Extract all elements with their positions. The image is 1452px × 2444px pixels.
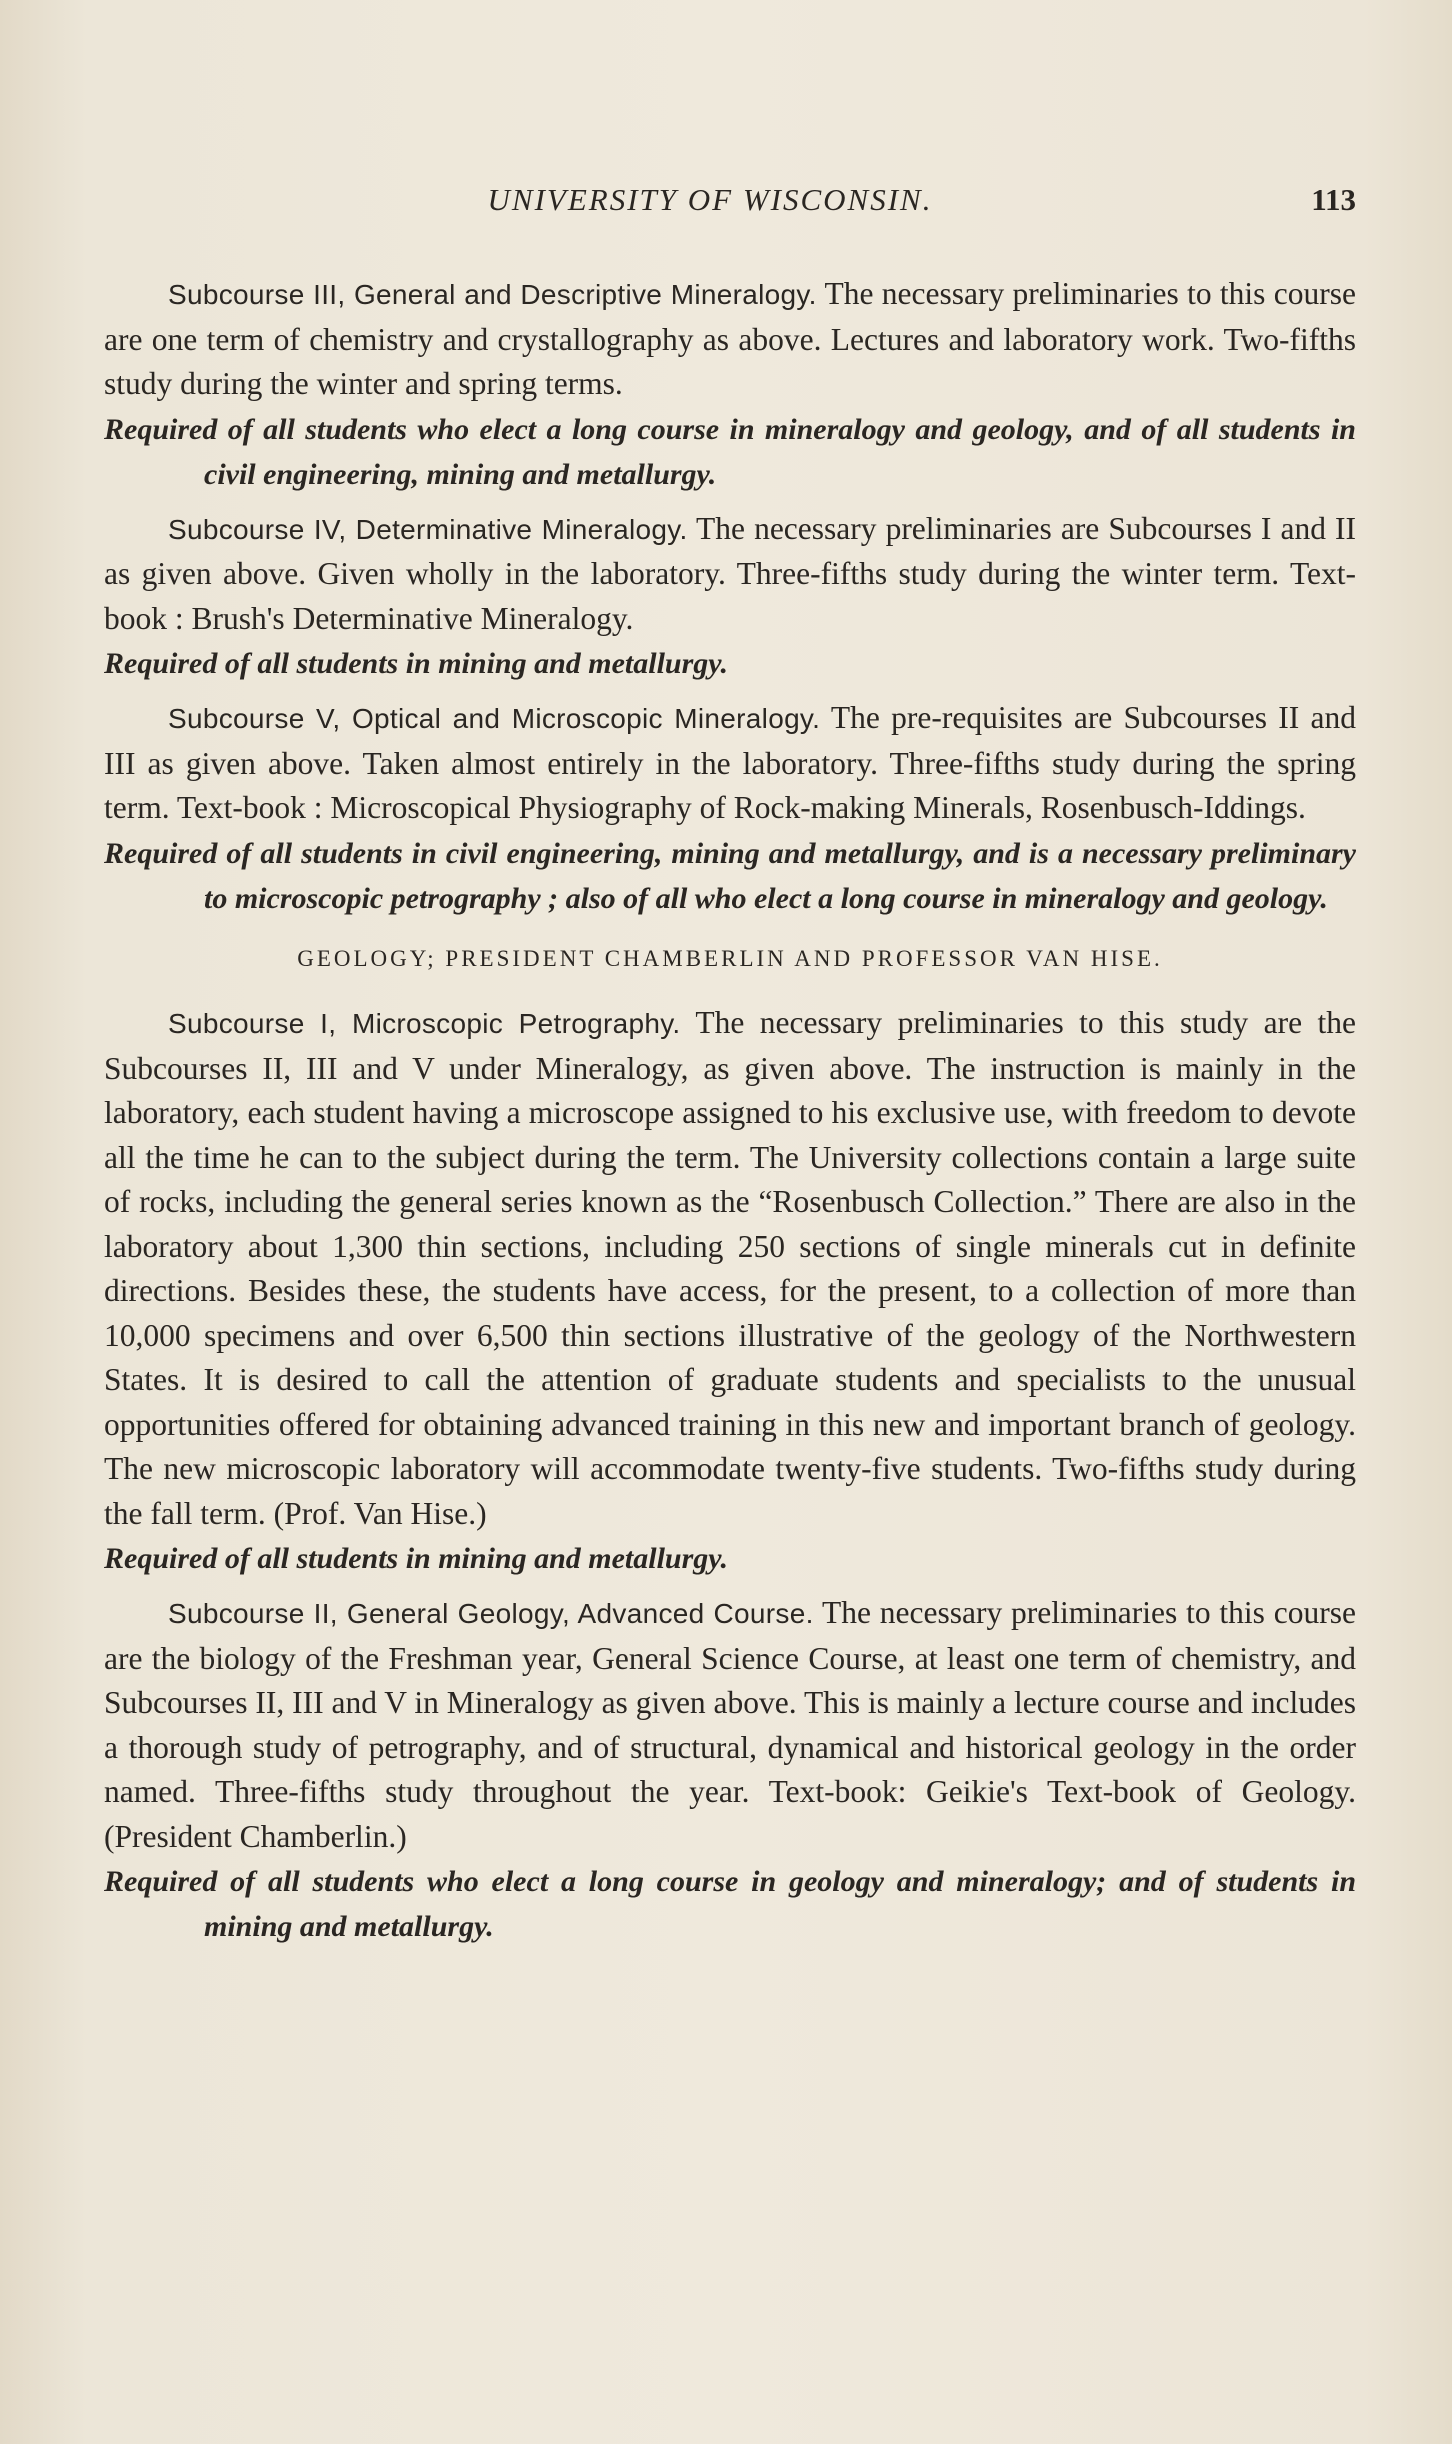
- paragraph-subcourse-v: [104, 696, 1356, 831]
- running-title: UNIVERSITY OF WISCONSIN.: [487, 182, 933, 217]
- course-body: The necessary preliminaries to this course are one term of chemistry and crystallography as above. Lectures and laboratory work. Two-fifths study during the winter and spring terms.: [104, 276, 1356, 401]
- paragraph-geology-subcourse-i: [104, 1001, 1356, 1536]
- course-body: The pre-requisites are Subcourses II and III as given above. Taken almost entirely in the laboratory. Three-fifths study during the spring term. Text-book : Microscopical Physiography of Rock-making Minerals, Rosenbusch-Iddings.: [104, 700, 1356, 825]
- paragraph-subcourse-iv: [104, 507, 1356, 642]
- course-body: The necessary preliminaries to this course are the biology of the Freshman year, General Science Course, at least one term of chemistry, and Subcourses II, III and V in Mineralogy as given above. This is mainly a lecture course and includes a thorough study of petrography, and of structural, dynamical and historical geology in the order named. Three-fifths study throughout the year. Text-book: Geikie's Text-book of Geology. (President Chamberlin.): [104, 1595, 1356, 1854]
- course-heading: Subcourse II, General Geology, Advanced Course.: [168, 1598, 814, 1629]
- course-heading: Subcourse V, Optical and Microscopic Mineralogy.: [168, 703, 821, 734]
- course-body: The necessary preliminaries are Subcourses I and II as given above. Given wholly in the laboratory. Three-fifths study during the winter term. Text-book : Brush's Determinative Mineralogy.: [104, 510, 1356, 636]
- requirement-note: Required of all students in mining and metallurgy.: [104, 1542, 728, 1575]
- section-heading-geology: GEOLOGY; PRESIDENT CHAMBERLIN AND PROFESSOR VAN HISE.: [297, 945, 1163, 971]
- requirement-note: Required of all students who elect a long course in mineralogy and geology, and of all students in civil engineering, mining and metallurgy.: [104, 412, 1356, 491]
- paragraph-geology-subcourse-ii: [104, 1591, 1356, 1859]
- course-heading: Subcourse IV, Determinative Mineralogy.: [168, 513, 688, 545]
- course-heading: Subcourse I, Microscopic Petrography.: [168, 1008, 681, 1039]
- course-body: The necessary preliminaries to this study are the Subcourses II, III and V under Mineralogy, as given above. The instruction is mainly in the laboratory, each student having a microscope assigned to his exclusive use, with freedom to devote all the time he can to the subject during the term. The University collections contain a large suite of rocks, including the general series known as the “Rosenbusch Collection.” There are also in the laboratory about 1,300 thin sections, including 250 sections of single minerals cut in definite directions. Besides these, the students have access, for the present, to a collection of more than 10,000 specimens and over 6,500 thin sections illustrative of the geology of the Northwestern States. It is desired to call the attention of graduate students and specialists to the unusual opportunities offered for obtaining advanced training in this new and important branch of geology. The new microscopic laboratory will accommodate twenty-five students. Two-fifths study during the fall term. (Prof. Van Hise.): [104, 1005, 1357, 1531]
- requirement-note: Required of all students who elect a long course in geology and mineralogy; and of students in mining and metallurgy.: [104, 1865, 1356, 1943]
- page-number: 113: [1311, 182, 1356, 217]
- requirement-note: Required of all students in mining and metallurgy.: [104, 647, 728, 680]
- paragraph-subcourse-iii: [104, 272, 1356, 407]
- course-heading: Subcourse III, General and Descriptive Mineralogy.: [168, 279, 817, 310]
- running-head: [104, 182, 1356, 230]
- text-block: [104, 182, 1356, 1959]
- requirement-note: Required of all students in civil engineering, mining and metallurgy, and is a necessary preliminary to microscopic petrography ; also of all who elect a long course in mineralogy and geology.: [104, 836, 1356, 915]
